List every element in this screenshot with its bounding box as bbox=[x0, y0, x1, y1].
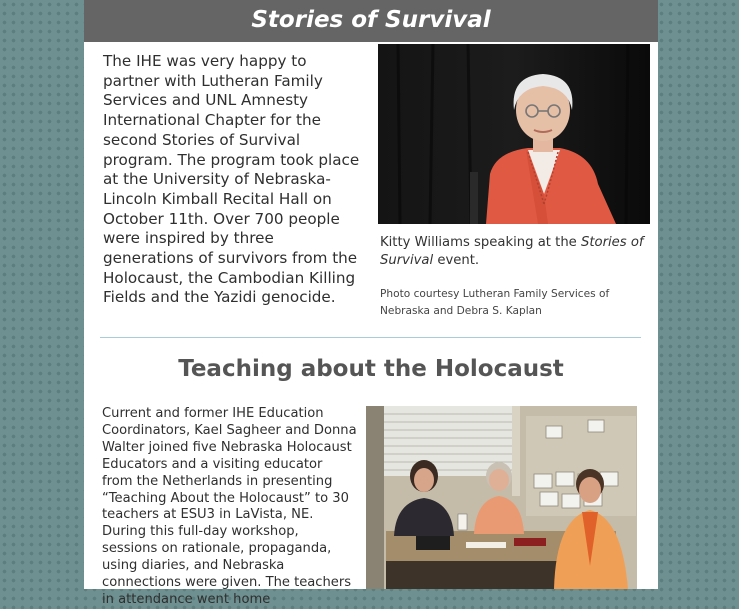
teaching-body-text: Current and former IHE Education Coordinators, Kael Sagheer and Donna Walter joined five Nebraska Holocaust Educators and a visiting educator from the Netherlands in presenting “Teaching About the Holocaust” to 30 teachers at ESU3 in LaVista, NE. During this full-day workshop, sessions on rationale, propaganda, using diaries, and Nebraska connections were given. The teachers in attendance went home bbox=[102, 406, 357, 607]
banner-title: Stories of Survival bbox=[251, 7, 491, 33]
stories-body-text: The IHE was very happy to partner with Lutheran Family Services and UNL Amnesty International Chapter for the second Stories of Survival program. The program took place at the University of Nebraska-Lincoln Kimball Recital Hall on October 11th. Over 700 people were inspired by three generations of survivors from the Holocaust, the Cambodian Killing Fields and the Yazidi genocide. bbox=[103, 52, 360, 307]
workshop-illustration bbox=[366, 406, 637, 589]
photo-caption bbox=[380, 234, 648, 269]
kitty-williams-photo bbox=[378, 44, 650, 224]
speaker-illustration bbox=[378, 44, 650, 224]
section-banner bbox=[84, 0, 658, 42]
workshop-photo bbox=[366, 406, 637, 589]
caption-text-end: event. bbox=[433, 252, 480, 268]
teaching-section-title: Teaching about the Holocaust bbox=[178, 356, 564, 382]
caption-text-start: Kitty Williams speaking at the bbox=[380, 235, 581, 250]
photo-credit: Photo courtesy Lutheran Family Services of Nebraska and Debra S. Kaplan bbox=[380, 288, 610, 317]
caption-event-name: Stories of Survival bbox=[380, 235, 644, 268]
newsletter-page bbox=[84, 0, 658, 607]
section-divider bbox=[100, 337, 641, 338]
